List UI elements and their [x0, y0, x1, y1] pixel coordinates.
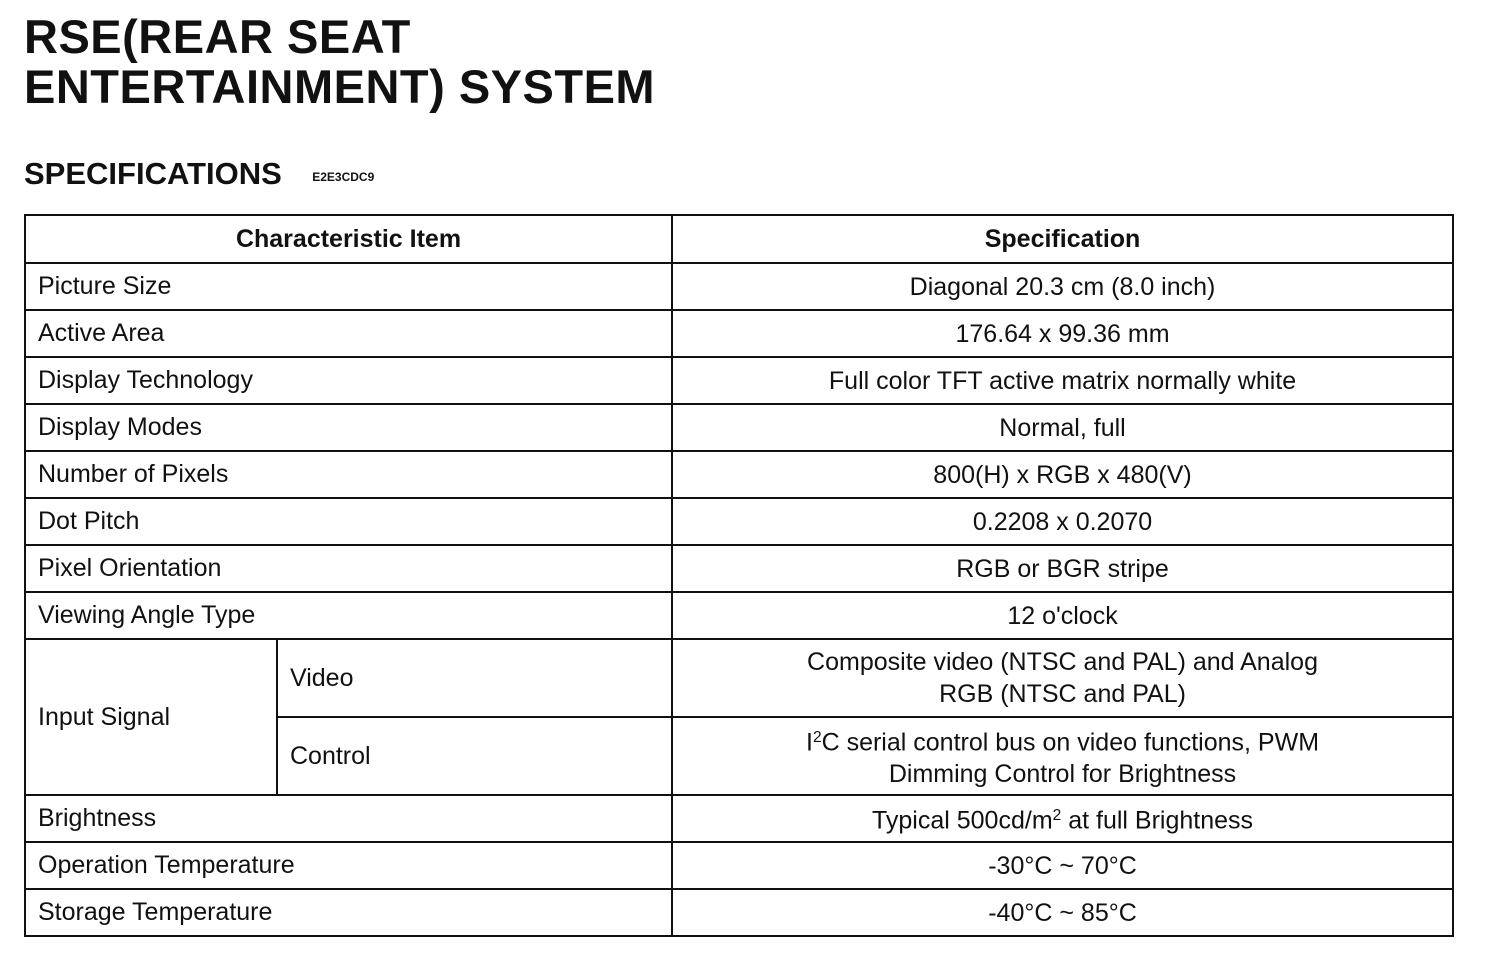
control-value-superscript: 2: [812, 728, 822, 746]
row-value: 12 o'clock: [672, 592, 1453, 639]
row-item: Pixel Orientation: [25, 545, 672, 592]
section-header: [24, 156, 374, 192]
brightness-value-suffix: at full Brightness: [1061, 806, 1254, 835]
row-item: Picture Size: [25, 263, 672, 310]
table-row: [25, 451, 1453, 498]
control-value-prefix: I: [806, 728, 813, 757]
table-row: [25, 498, 1453, 545]
row-value: 176.64 x 99.36 mm: [672, 310, 1453, 357]
control-value-line-1: C serial control bus on video functions, PWM: [821, 728, 1320, 757]
column-header-specification: Specification: [672, 215, 1453, 263]
table-row: [25, 842, 1453, 889]
row-value: 0.2208 x 0.2070: [672, 498, 1453, 545]
row-item: Brightness: [25, 795, 672, 842]
row-item: Number of Pixels: [25, 451, 672, 498]
table-row: [25, 592, 1453, 639]
row-value: -30°C ~ 70°C: [672, 842, 1453, 889]
row-value: Diagonal 20.3 cm (8.0 inch): [672, 263, 1453, 310]
table-row: [25, 357, 1453, 404]
row-item: Viewing Angle Type: [25, 592, 672, 639]
row-value: RGB or BGR stripe: [672, 545, 1453, 592]
row-value: 800(H) x RGB x 480(V): [672, 451, 1453, 498]
video-label: Video: [277, 639, 672, 717]
table-row: [25, 404, 1453, 451]
table-row: [25, 889, 1453, 936]
column-header-item: Characteristic Item: [25, 215, 672, 263]
video-value-line-2: RGB (NTSC and PAL): [939, 680, 1186, 708]
table-row: [25, 263, 1453, 310]
section-code: E2E3CDC9: [312, 170, 375, 184]
table-row-input-video: [25, 639, 1453, 717]
row-value: -40°C ~ 85°C: [672, 889, 1453, 936]
brightness-value: [672, 795, 1453, 842]
row-item: Display Technology: [25, 357, 672, 404]
page-title: [24, 12, 655, 112]
brightness-value-prefix: Typical 500cd/m: [872, 806, 1053, 835]
video-value-line-1: Composite video (NTSC and PAL) and Analog: [807, 648, 1318, 676]
page-title-line-2: ENTERTAINMENT) SYSTEM: [24, 60, 656, 113]
section-title: SPECIFICATIONS: [24, 156, 282, 191]
row-item: Storage Temperature: [25, 889, 672, 936]
page-title-line-1: RSE(REAR SEAT: [24, 10, 411, 63]
table-row: [25, 795, 1453, 842]
row-item: Display Modes: [25, 404, 672, 451]
row-value: Normal, full: [672, 404, 1453, 451]
input-signal-label: Input Signal: [25, 639, 277, 795]
video-value: [672, 639, 1453, 717]
table-header-row: [25, 215, 1453, 263]
row-item: Operation Temperature: [25, 842, 672, 889]
row-item: Active Area: [25, 310, 672, 357]
brightness-value-superscript: 2: [1052, 807, 1062, 825]
control-label: Control: [277, 717, 672, 795]
table-row: [25, 310, 1453, 357]
specifications-table: [24, 214, 1454, 937]
control-value: [672, 717, 1453, 795]
row-value: Full color TFT active matrix normally white: [672, 357, 1453, 404]
table-row: [25, 545, 1453, 592]
control-value-line-2: Dimming Control for Brightness: [888, 760, 1237, 789]
row-item: Dot Pitch: [25, 498, 672, 545]
